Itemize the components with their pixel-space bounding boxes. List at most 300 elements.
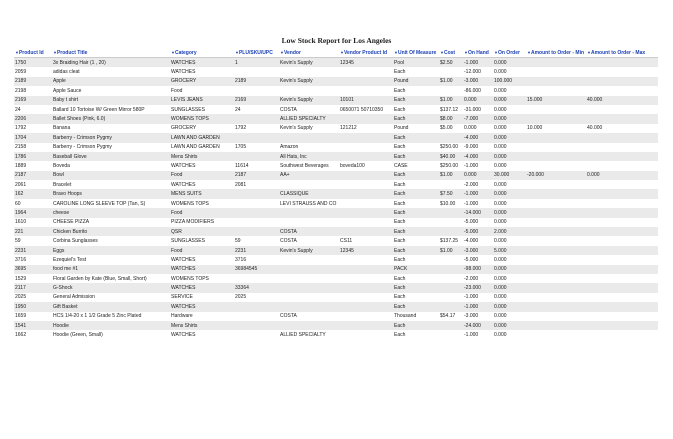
table-cell [439,265,463,274]
table-cell [526,330,586,339]
table-cell: CASE [394,162,408,169]
table-cell: COSTA [279,227,339,236]
table-cell [586,152,658,161]
table-cell [234,321,279,330]
table-cell [339,171,393,180]
table-row[interactable] [14,189,658,198]
column-header-amount-to-order-max[interactable] [586,48,658,58]
table-cell [279,321,339,330]
table-cell: 5.000 [493,246,526,255]
table-cell: 0.000 [463,96,493,105]
table-cell: 60 [15,200,21,207]
table-cell [339,330,393,339]
table-cell: MENS SUITS [170,189,234,198]
table-cell: Ballard 10 Tortoise W/ Green Mirror 580P [53,106,145,113]
table-cell: $250.00 [440,162,459,169]
table-cell [526,133,586,142]
column-header-label: On Order [497,49,520,56]
table-cell: Each [393,152,439,161]
table-cell: ALLIED SPECIALTY [279,114,339,123]
table-row[interactable] [14,265,658,274]
table-cell [234,67,279,76]
table-cell: 1950 [14,302,52,311]
table-cell [339,255,393,264]
table-cell: cheese [52,208,170,217]
table-cell: 1889 [15,162,27,169]
table-row[interactable] [14,302,658,311]
table-cell [526,274,586,283]
column-header-on-order[interactable] [493,48,526,58]
table-row[interactable] [14,96,658,105]
table-cell: 30.000 [493,171,526,180]
column-header-category[interactable] [170,48,234,58]
table-cell: Each [393,302,439,311]
table-cell [339,114,393,123]
table-cell: Each [394,106,406,113]
table-cell: -1.000 [463,302,493,311]
table-cell: 3716 [15,256,27,263]
table-row[interactable] [14,77,658,86]
table-cell [526,189,586,198]
table-cell: -5.000 [464,256,479,263]
table-cell: adidas cleat [53,69,80,76]
table-row[interactable] [14,143,658,152]
table-cell: WOMENS TOPS [170,114,234,123]
low-stock-table [14,48,658,340]
table-cell: Corbina Sunglasses [53,238,98,245]
table-cell: -1.000 [463,189,493,198]
table-cell [339,208,393,217]
table-cell [279,133,339,142]
table-cell: $7.50 [439,189,463,198]
table-cell: WATCHES [170,58,234,68]
table-cell [339,143,393,152]
table-cell: WATCHES [171,332,196,339]
table-cell: 0.000 [493,58,526,68]
table-cell: WATCHES [170,302,234,311]
table-cell: Each [393,321,439,330]
table-cell: 59 [15,238,21,245]
table-cell [526,293,586,302]
table-cell [279,218,339,227]
table-cell [339,86,393,95]
table-cell [526,321,586,330]
table-cell [526,283,586,292]
table-cell [586,143,658,152]
table-cell: 0.000 [494,125,507,132]
table-cell: -1.000 [464,200,479,207]
column-header-product-id[interactable] [14,48,52,58]
table-cell: Hoodie (Green, Small) [53,332,103,339]
table-cell: food me #1 [52,265,170,274]
table-cell: Food [170,171,234,180]
table-cell: Kevin's Supply [280,125,313,132]
table-cell [279,265,339,274]
table-cell [279,180,339,189]
table-cell [526,105,586,114]
table-row[interactable] [14,161,658,170]
table-cell: Chicken Burrito [52,227,170,236]
table-cell: WATCHES [170,265,234,274]
sort-arrow-icon: ▼ [280,49,284,55]
column-header-plu-sku-upc[interactable] [234,48,279,58]
table-row[interactable] [14,67,658,76]
table-cell: Each [393,208,439,217]
table-cell [234,312,279,321]
table-cell [526,161,586,170]
table-cell [526,114,586,123]
table-cell [339,274,393,283]
table-cell [526,246,586,255]
table-cell: 0.000 [494,219,507,226]
table-cell [586,265,658,274]
table-cell: $137.12 [440,106,459,113]
table-cell: 40.000 [587,125,603,132]
column-header-amount-to-order-min[interactable] [526,48,586,58]
table-row[interactable] [14,255,658,264]
table-cell: COSTA [280,238,297,245]
table-cell: AA+ [279,171,339,180]
table-cell: -31.000 [464,106,481,113]
column-header-label: Cost [443,49,456,56]
table-row[interactable] [14,58,658,68]
table-cell: 0.000 [493,321,526,330]
table-cell: 0.000 [493,208,526,217]
table-cell [526,236,586,245]
table-cell [339,321,393,330]
table-row[interactable] [14,330,658,339]
table-cell [586,236,658,245]
column-header-label: On Hand [467,49,489,56]
table-cell: 10101 [339,96,393,105]
table-cell: 15.000 [526,96,586,105]
table-cell [439,133,463,142]
table-cell [339,265,393,274]
table-row[interactable] [14,246,658,255]
table-cell: 0.000 [494,69,507,76]
table-cell: $10.00 [440,200,456,207]
table-cell: Each [393,246,439,255]
table-cell: 0.000 [493,96,526,105]
table-cell [234,199,279,208]
table-row[interactable] [14,227,658,236]
table-cell [526,218,586,227]
column-header-product-title[interactable] [52,48,170,58]
table-cell: Baby t shirt [52,96,170,105]
table-cell [586,180,658,189]
table-cell: 24 [15,106,21,113]
table-cell [339,283,393,292]
table-cell: Bravo Hoops [52,189,170,198]
table-cell [586,274,658,283]
table-cell [439,227,463,236]
table-cell [234,133,279,142]
table-cell: Mens Shirts [170,152,234,161]
table-cell: 1659 [15,313,27,320]
table-cell: General Admission [53,294,95,301]
table-cell [439,208,463,217]
table-cell: 1610 [15,219,27,226]
table-cell [234,330,279,339]
table-cell [526,180,586,189]
table-row[interactable] [14,283,658,292]
table-cell [586,246,658,255]
table-cell: 2158 [15,144,27,151]
table-cell: SUNGLASSES [171,106,205,113]
table-cell: 2187 [234,171,279,180]
table-cell: Each [394,294,406,301]
table-header-row [14,48,658,58]
table-cell: SUNGLASSES [171,238,205,245]
table-cell: $1.00 [439,96,463,105]
table-row[interactable] [14,208,658,217]
column-header-on-hand[interactable] [463,48,493,58]
table-cell: Each [394,69,406,76]
table-cell: 0.000 [493,283,526,292]
table-cell: -1.000 [464,294,479,301]
table-cell: Hardware [171,313,193,320]
table-row[interactable] [14,180,658,189]
table-cell: Apple [52,77,170,86]
table-row[interactable] [14,293,658,302]
table-cell: LAWN AND GARDEN [170,133,234,142]
table-cell: Each [393,133,439,142]
table-cell: -3.000 [463,77,493,86]
table-cell: 0.000 [494,200,507,207]
table-cell: PACK [393,265,439,274]
sort-arrow-icon: ▼ [587,49,591,55]
table-cell [234,189,279,198]
table-cell [234,86,279,95]
table-cell [586,161,658,170]
table-cell: 0.000 [463,171,493,180]
table-cell [526,199,586,208]
table-cell [339,189,393,198]
table-cell [526,77,586,86]
table-row[interactable] [14,105,658,114]
table-cell: $40.00 [439,152,463,161]
table-cell: Each [393,227,439,236]
table-cell: 0.000 [493,133,526,142]
table-cell: 0.000 [493,152,526,161]
table-cell: 2187 [14,171,52,180]
table-cell: 0.000 [494,256,507,263]
table-cell [526,58,586,68]
table-cell [439,302,463,311]
table-cell: 0.000 [494,238,507,245]
table-cell [234,218,279,227]
table-cell: 0.000 [493,189,526,198]
table-cell [586,133,658,142]
table-row[interactable] [14,312,658,321]
table-cell: WATCHES [171,162,196,169]
table-cell: Each [394,181,406,188]
table-cell [439,255,463,264]
table-cell [439,330,463,339]
table-cell: 0.000 [494,332,507,339]
table-cell [234,227,279,236]
column-header-vendor-product-id[interactable] [339,48,393,58]
table-cell: LEVI STRAUSS AND CO [280,200,337,207]
table-cell: 1964 [14,208,52,217]
table-cell [339,227,393,236]
table-cell [586,312,658,321]
table-cell: -9.000 [464,144,479,151]
table-cell: 2061 [15,181,27,188]
table-cell: Each [394,238,406,245]
table-cell [586,227,658,236]
table-cell [339,133,393,142]
table-cell [586,283,658,292]
table-cell: Barberry - Crimson Pygmy [53,144,112,151]
table-row[interactable] [14,152,658,161]
table-cell: QSR [170,227,234,236]
table-cell: Food [170,246,234,255]
table-cell: -23.000 [463,283,493,292]
table-cell: 59 [235,238,241,245]
table-cell: 1 [234,58,279,68]
table-cell: 3716 [235,256,247,263]
table-cell: Each [394,200,406,207]
table-cell: Each [394,219,406,226]
table-cell: Pool [393,58,439,68]
column-header-unit-of-measure[interactable] [393,48,439,58]
table-cell [586,86,658,95]
table-cell: $250.00 [440,144,459,151]
table-cell [586,114,658,123]
table-cell [586,255,658,264]
table-cell [439,283,463,292]
table-cell [234,274,279,283]
column-header-label: Product Title [56,49,88,56]
table-cell: -2.000 [464,275,479,282]
table-cell: Mens Shirts [170,321,234,330]
table-cell: 2169 [14,96,52,105]
sort-arrow-icon: ▼ [527,49,531,55]
column-header-label: Vendor Product Id [343,49,388,56]
table-cell: CHEESE PIZZA [53,219,90,226]
table-cell: 1705 [235,144,247,151]
table-cell: Eggs [52,246,170,255]
table-cell [586,105,658,114]
table-cell [339,180,393,189]
table-cell [279,293,339,302]
table-cell [339,312,393,321]
table-cell: 10.000 [527,125,543,132]
table-cell: 2231 [234,246,279,255]
table-cell: COSTA [280,313,297,320]
table-row[interactable] [14,86,658,95]
table-cell: 0650071 50710350 [340,106,384,113]
table-cell: Pound [393,77,439,86]
sort-arrow-icon: ▼ [464,49,468,55]
table-cell [526,86,586,95]
table-cell: Each [394,332,406,339]
table-cell: COSTA [280,106,297,113]
table-cell: -98.000 [463,265,493,274]
table-cell: Apple Sauce [53,87,82,94]
table-cell: WATCHES [171,69,196,76]
table-row[interactable] [14,321,658,330]
table-cell: 36984545 [234,265,279,274]
table-cell: 1541 [14,321,52,330]
table-row[interactable] [14,199,658,208]
table-cell: Floral Garden by Kate (Blue, Small, Short) [53,275,147,282]
table-cell: 0.000 [586,171,658,180]
table-row[interactable] [14,274,658,283]
table-cell: -1.000 [463,58,493,68]
table-cell: Ezequiel's Test [53,256,87,263]
table-row[interactable] [14,124,658,133]
table-cell: 0.000 [464,125,477,132]
table-cell: -1.000 [464,332,479,339]
table-cell [439,86,463,95]
column-header-cost[interactable] [439,48,463,58]
table-cell [586,67,658,76]
table-cell: Each [393,189,439,198]
table-cell: Barberry - Crimson Pygmy [52,133,170,142]
sort-arrow-icon: ▼ [53,49,57,55]
table-cell: 0.000 [493,302,526,311]
table-cell [526,302,586,311]
table-cell: -4.000 [463,133,493,142]
table-row[interactable] [14,218,658,227]
table-row[interactable] [14,171,658,180]
table-cell [279,274,339,283]
table-cell: Kevin's Supply [279,246,339,255]
table-cell [234,208,279,217]
table-cell: All Hats, Inc [279,152,339,161]
table-cell: 2025 [15,294,27,301]
table-cell: Each [393,283,439,292]
table-cell: $5.00 [440,125,453,132]
table-cell: -1.000 [464,162,479,169]
table-cell [526,208,586,217]
table-cell: Hoodie [52,321,170,330]
table-cell: Each [394,144,406,151]
table-cell [526,67,586,76]
table-cell: 40.000 [586,96,658,105]
table-cell [279,67,339,76]
table-cell: 2169 [234,96,279,105]
table-cell: 3695 [14,265,52,274]
table-cell: Each [393,171,439,180]
table-row[interactable] [14,114,658,123]
table-row[interactable] [14,236,658,245]
table-cell: WOMENS TOPS [171,200,209,207]
table-cell: ALLIED SPECIALTY [280,332,326,339]
column-header-vendor[interactable] [279,48,339,58]
table-cell: 2081 [235,181,247,188]
table-cell: 0.000 [494,106,507,113]
column-header-label: Product Id [18,49,44,56]
table-cell: Boveda [53,162,70,169]
table-cell: $8.00 [439,114,463,123]
table-cell [526,312,586,321]
table-cell: Each [394,87,406,94]
column-header-label: Amount to Order - Max [590,49,646,56]
table-row[interactable] [14,133,658,142]
table-cell: $137.25 [440,238,459,245]
table-cell: HCS 1/4-20 x 1 1/2 Grade 5 Zinc Plated [53,313,142,320]
table-cell: 0.000 [494,144,507,151]
sort-arrow-icon: ▼ [235,49,239,55]
table-cell: 2231 [14,246,52,255]
table-cell: 221 [14,227,52,236]
table-cell: Gift Basket [52,302,170,311]
table-cell: Food [170,208,234,217]
table-cell: 0.000 [493,265,526,274]
